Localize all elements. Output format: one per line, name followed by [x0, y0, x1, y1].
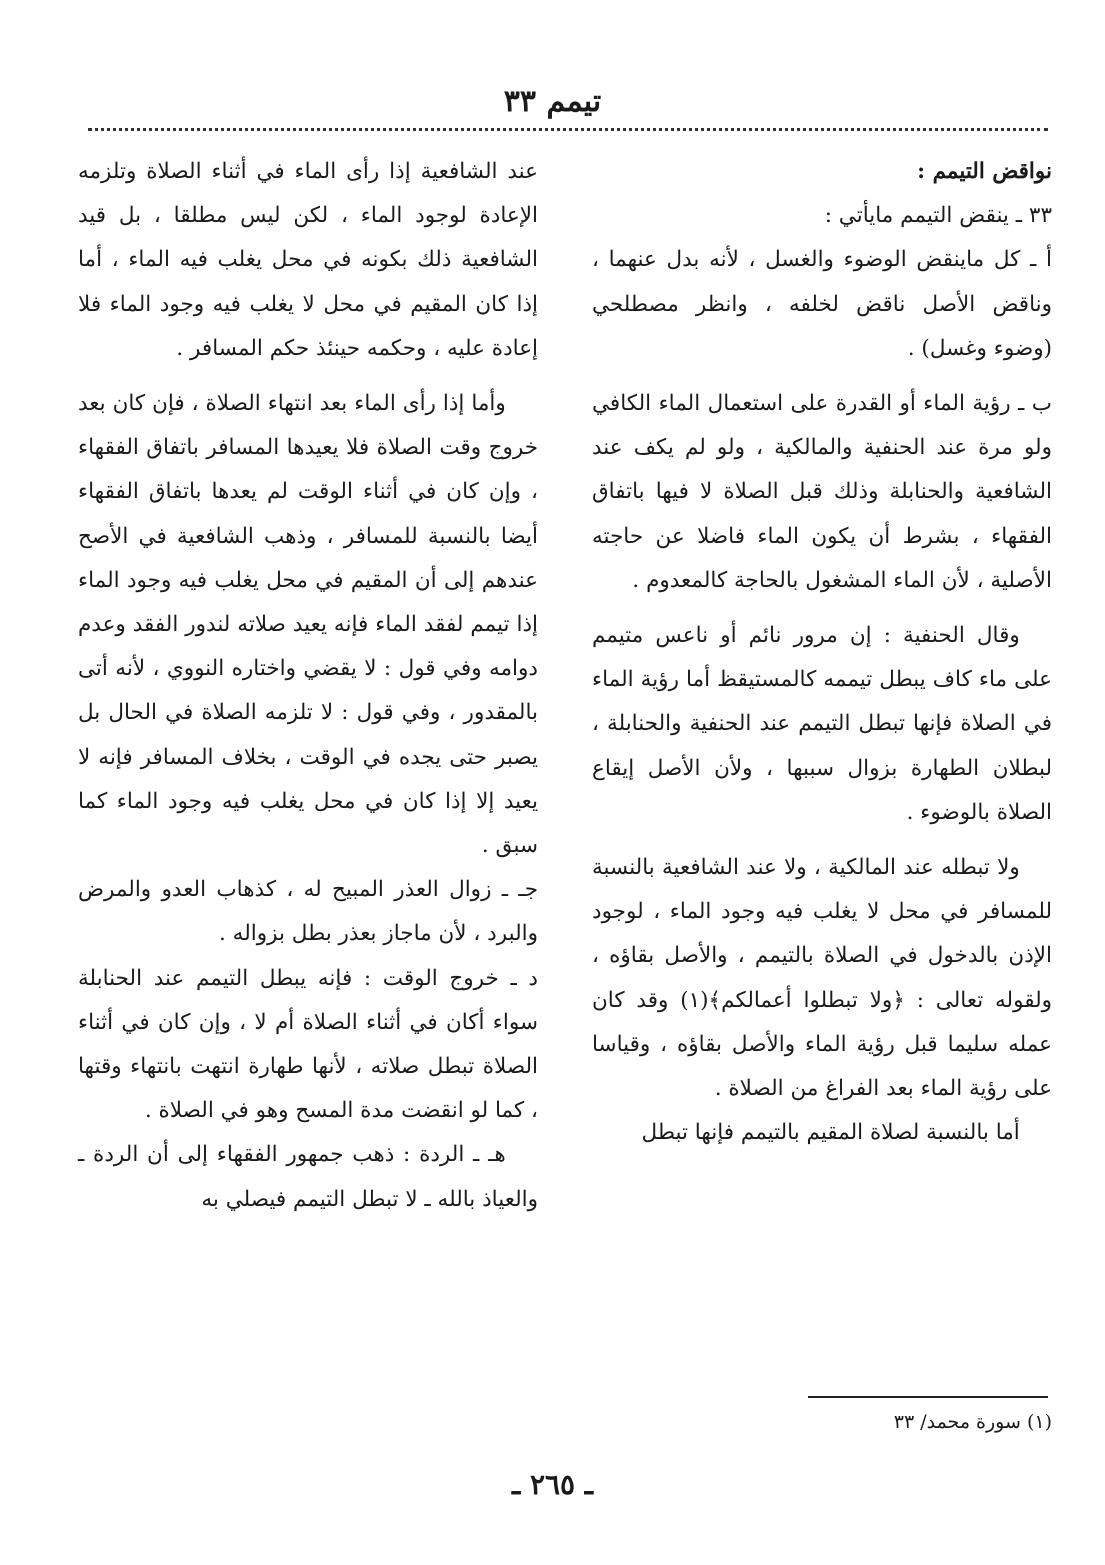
footnote-rule	[808, 1396, 1048, 1398]
running-header: تيمم ٣٣	[503, 84, 602, 119]
paragraph-b: ب ـ رؤية الماء أو القدرة على استعمال الماء الكافي ولو مرة عند الحنفية والمالكية ، ولو لم يكف عند الشافعية والحنابلة وذلك قبل الصلاة لا فيها باتفاق الفقهاء ، بشرط أن يكون الماء فاضلا عن حاجته الأصلية ، لأن الماء المشغول بالحاجة كالمعدوم .	[592, 391, 1052, 593]
footnote: (١) سورة محمد/ ٣٣	[893, 1411, 1052, 1433]
item-intro: ٣٣ ـ ينقض التيمم مايأتي :	[824, 203, 1052, 229]
paragraph-maliki: ولا تبطله عند المالكية ، ولا عند الشافعية بالنسبة للمسافر في محل لا يغلب فيه وجود الماء ، لوجود الإذن بالدخول في الصلاة بالتيمم ، والأصل بقاؤه ، ولقوله تعالى : ﴿ولا تبطلوا أعمالكم﴾(١) وقد كان عمله سليما قبل رؤية الماء والأصل بقاؤه ، وقياسا على رؤية الماء بعد الفراغ من الصلاة .	[592, 855, 1053, 1102]
paragraph-h: هـ ـ الردة : ذهب جمهور الفقهاء إلى أن الردة ـ والعياذ بالله ـ لا تبطل التيمم فيصلي به	[78, 1142, 538, 1212]
paragraph-j: جـ ـ زوال العذر المبيح له ، كذهاب العدو والمرض والبرد ، لأن ماجاز بعذر بطل بزواله .	[78, 877, 538, 947]
section-heading: نواقض التيمم :	[917, 159, 1052, 184]
right-column	[592, 150, 1052, 1155]
paragraph-a: أ ـ كل ماينقض الوضوء والغسل ، لأنه بدل عنهما ، وناقض الأصل ناقض لخلفه ، وانظر مصطلحي (وضوء وغسل) .	[592, 247, 1052, 361]
paragraph-shafii: عند الشافعية إذا رأى الماء في أثناء الصلاة وتلزمه الإعادة لوجود الماء ، لكن ليس مطلقا ، بل قيد الشافعية ذلك بكونه في محل يغلب فيه الماء ، أما إذا كان المقيم في محل لا يغلب فيه وجود الماء فلا إعادة عليه ، وحكمه حينئذ حكم المسافر .	[78, 159, 538, 361]
paragraph-d: د ـ خروج الوقت : فإنه يبطل التيمم عند الحنابلة سواء أكان في أثناء الصلاة أم لا ، وإن كان في أثناء الصلاة تبطل صلاته ، لأنها طهارة انتهت بانتهاء وقتها ، كما لو انقضت مدة المسح وهو في الصلاة .	[78, 965, 538, 1124]
page-number: ـ ٢٦٥ ـ	[511, 1468, 594, 1501]
paragraph-after-prayer: وأما إذا رأى الماء بعد انتهاء الصلاة ، فإن كان بعد خروج وقت الصلاة فلا يعيدها المسافر باتفاق الفقهاء ، وإن كان في أثناء الوقت لم يعدها باتفاق الفقهاء أيضا بالنسبة للمسافر ، وذهب الشافعية في الأصح عندهم إلى أن المقيم في محل يغلب فيه وجود الماء إذا تيمم لفقد الماء فإنه يعيد صلاته لندور الفقد وعدم دوامه وفي قول : لا يقضي واختاره النووي ، لأنه أتى بالمقدور ، وفي قول : لا تلزمه الصلاة في الحال بل يصبر حتى يجده في الوقت ، بخلاف المسافر فإنه لا يعيد إلا إذا كان في محل يغلب فيه وجود الماء كما سبق .	[78, 391, 538, 859]
header-dotted-rule	[88, 128, 1048, 131]
left-column	[78, 150, 538, 1222]
paragraph-hanafi: وقال الحنفية : إن مرور نائم أو ناعس متيمم على ماء كاف يبطل تيممه كالمستيقظ أما رؤية الماء في الصلاة فإنها تبطل التيمم عند الحنفية والحنابلة ، لبطلان الطهارة بزوال سببها ، ولأن الأصل إيقاع الصلاة بالوضوء .	[592, 623, 1052, 825]
paragraph-muqim: أما بالنسبة لصلاة المقيم بالتيمم فإنها تبطل	[641, 1120, 1020, 1146]
